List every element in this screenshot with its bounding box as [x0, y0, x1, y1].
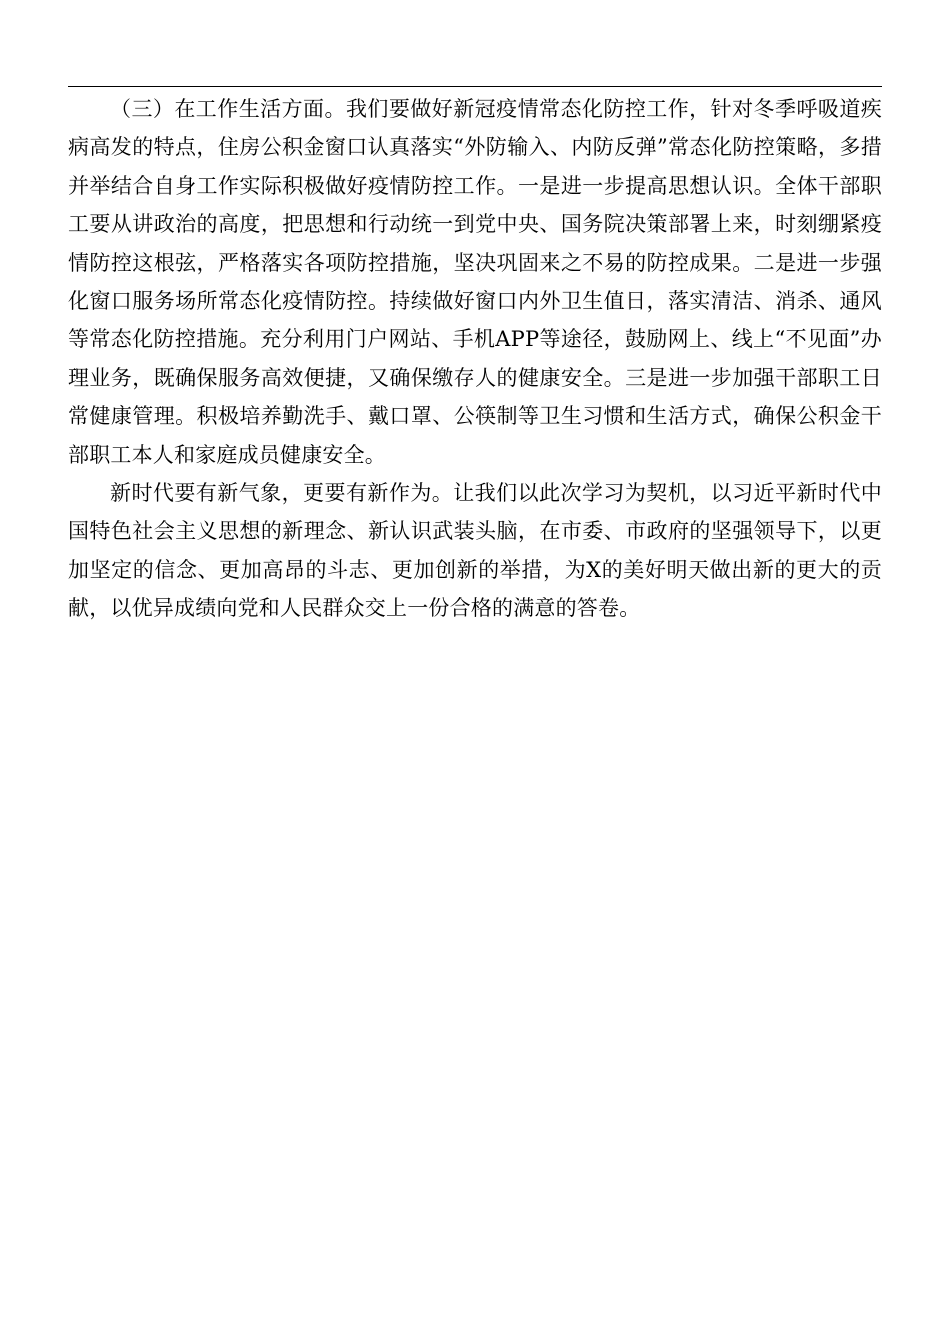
header-rule	[68, 86, 882, 87]
document-body	[68, 90, 882, 628]
paragraph-work-life: （三）在工作生活方面。我们要做好新冠疫情常态化防控工作，针对冬季呼吸道疾病高发的特点，住房公积金窗口认真落实“外防输入、内防反弹”常态化防控策略，多措并举结合自身工作实际积极做好疫情防控工作。一是进一步提高思想认识。全体干部职工要从讲政治的高度，把思想和行动统一到党中央、国务院决策部署上来，时刻绷紧疫情防控这根弦，严格落实各项防控措施，坚决巩固来之不易的防控成果。二是进一步强化窗口服务场所常态化疫情防控。持续做好窗口内外卫生值日，落实清洁、消杀、通风等常态化防控措施。充分利用门户网站、手机APP等途径，鼓励网上、线上“不见面”办理业务，既确保服务高效便捷，又确保缴存人的健康安全。三是进一步加强干部职工日常健康管理。积极培养勤洗手、戴口罩、公筷制等卫生习惯和生活方式，确保公积金干部职工本人和家庭成员健康安全。	[68, 97, 882, 467]
paragraph-conclusion: 新时代要有新气象，更要有新作为。让我们以此次学习为契机，以习近平新时代中国特色社会主义思想的新理念、新认识武装头脑，在市委、市政府的坚强领导下，以更加坚定的信念、更加高昂的斗志、更加创新的举措，为X的美好明天做出新的更大的贡献，以优异成绩向党和人民群众交上一份合格的满意的答卷。	[68, 481, 882, 621]
